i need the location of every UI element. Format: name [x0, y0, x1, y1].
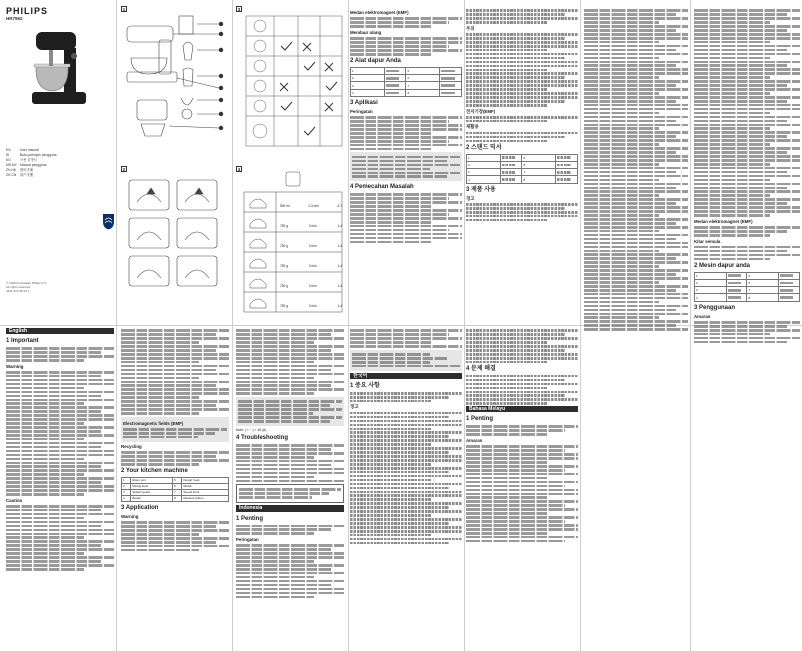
speed-time: 3 min [308, 224, 317, 228]
parts-table: 1 5 2 6 3 7 4 8 [694, 272, 800, 302]
stand-mixer-illustration [22, 28, 92, 113]
speed-qty: 750 g [280, 304, 288, 308]
speed-level: 1-4 [337, 304, 342, 308]
legend-name: 사용 설명서 [20, 158, 37, 162]
legend-name: Buku petunjuk pengguna [20, 153, 57, 157]
language-legend [6, 148, 102, 178]
speed-level: 1-4 [337, 224, 342, 228]
part-name: Splash guard [131, 489, 173, 495]
section-heading: 4 Troubleshooting [236, 435, 288, 442]
warning-heading: Warning [6, 363, 24, 369]
section-heading: 1 Important [6, 338, 39, 345]
warning-heading: 경고 [466, 195, 475, 201]
speed-time: 3 min [308, 304, 317, 308]
diagram-number: 3 [237, 7, 241, 12]
section-heading: Recycling [121, 443, 142, 449]
speed-qty: 750 g [280, 224, 288, 228]
note-box [236, 397, 344, 426]
speed-qty: 750 g [280, 284, 288, 288]
diagram-number: 2 [122, 167, 126, 172]
text-column-english-3 [236, 328, 344, 648]
section-heading: 1 Penting [466, 416, 494, 423]
language-bar: Indonesia [236, 505, 344, 511]
warning-heading: Peringatan [350, 108, 373, 114]
legend-name: 使用手冊 [20, 168, 34, 172]
section-heading: 1 Penting [236, 515, 264, 522]
section-heading: 재활용 [466, 124, 479, 130]
part-name: Motor unit [131, 477, 173, 483]
part-name: Speed knob [182, 489, 229, 495]
warning-heading: Amaran [694, 313, 711, 319]
legend-name: 用户手册 [20, 173, 34, 177]
speed-time: 1-3 min [308, 204, 319, 208]
speed-row [280, 236, 342, 256]
warranty-box [236, 484, 344, 503]
diagram-number: 1 [122, 7, 126, 12]
warning-heading: 경고 [350, 404, 359, 410]
philips-shield-icon [102, 213, 115, 230]
parts-table: 1 5 2 6 3 7 4 8 [350, 67, 462, 97]
caution-heading: Caution [6, 497, 23, 503]
speed-row [280, 256, 342, 276]
spec-box [350, 350, 462, 371]
attachment-usage-grid [236, 6, 344, 154]
legend-code: ZH-CN [6, 173, 17, 177]
speed-row [280, 196, 342, 216]
section-heading: 3 Application [121, 504, 159, 511]
text-column-korean-bottom [466, 328, 578, 648]
section-heading: 3 제품 사용 [466, 186, 496, 193]
part-name: Whisk [182, 483, 229, 489]
speed-level: 4-7 [337, 204, 342, 208]
section-heading: 3 Penggunaan [694, 304, 736, 311]
speed-qty: 750 g [280, 264, 288, 268]
diagram-panel [236, 6, 344, 154]
text-column-indonesia-bottom [350, 328, 462, 648]
language-bar: Bahasa Melayu [466, 406, 578, 412]
part-name: Dough hook [182, 477, 229, 483]
assembly-steps-drawing [121, 166, 227, 314]
section-heading: Kitar semula [694, 238, 721, 244]
section-heading: 1 중요 사항 [350, 382, 380, 389]
speed-qty: 750 g [280, 244, 288, 248]
section-heading: 전자기장(EMF) [466, 108, 496, 114]
legend-code: ZH-HK [6, 168, 17, 172]
section-heading: 4 Pemecahan Masalah [350, 184, 414, 191]
warning-heading: Peringatan [236, 536, 259, 542]
model-number: HR7962 [6, 16, 23, 21]
legend-row [6, 173, 102, 178]
parts-table: 1 Motor unit 5 Dough hook 2 Mixing bowl 6 Whisk 3 Splash guard 7 Speed knob 4 Beater 8 Release button [121, 477, 229, 502]
legend-name: User manual [20, 148, 39, 152]
exploded-parts-drawing [121, 6, 227, 154]
warning-heading: Warning [121, 513, 139, 519]
language-bar: 한국어 [350, 373, 462, 379]
diagram-number: 4 [237, 167, 241, 172]
diagram-panel [121, 166, 227, 314]
section-heading: 2 Mesin dapur anda [694, 262, 751, 269]
legend-name: Manual pengguna [20, 163, 47, 167]
section-heading: 4 문제 해결 [466, 365, 496, 372]
diagram-panel [236, 166, 344, 316]
speed-table-values [280, 196, 342, 316]
speed-qty: 500 ml [280, 204, 290, 208]
language-bar: English [6, 328, 114, 334]
philips-logo: PHILIPS [6, 6, 49, 16]
speed-row [280, 216, 342, 236]
speed-time: 3 min [308, 244, 317, 248]
text-column-malay [584, 8, 688, 648]
section-heading: 2 스탠드 믹서 [466, 144, 502, 151]
text-column-english-1 [6, 328, 114, 648]
speed-level: 1-4 [337, 264, 342, 268]
copyright-text: © 2020 Koninklijke Philips N.V. All rights reserved 4241 210 38 23 1 [6, 281, 47, 293]
section-heading: Electromagnetic fields (EMF) [123, 420, 184, 426]
text-column-english-2 [121, 328, 229, 648]
legend-code: MS-MY [6, 163, 17, 167]
section-heading: 3 Aplikasi [350, 99, 378, 106]
warning-heading: Amaran [466, 437, 483, 443]
legend-code: KO [6, 158, 11, 162]
text-column-malay-right [694, 8, 800, 648]
legend-code: EN [6, 148, 11, 152]
speed-row [280, 296, 342, 316]
parts-table: 1 5 2 6 3 7 4 8 [466, 154, 578, 184]
part-name: Mixing bowl [131, 483, 173, 489]
speed-time: 3 min [308, 284, 317, 288]
section-heading: 2 Your kitchen machine [121, 467, 188, 474]
section-heading: Medan elektromagnet (EMF) [350, 10, 409, 15]
diagram-panel [121, 6, 227, 154]
speed-level: 1-4 [337, 244, 342, 248]
part-name: Release button [182, 495, 229, 501]
section-heading: Medan elektromagnet (EMF) [694, 218, 753, 224]
emf-box [121, 417, 229, 442]
speed-row [280, 276, 342, 296]
part-name: Beater [131, 495, 173, 501]
speed-level: 1-4 [337, 284, 342, 288]
text-column-indonesia-top [350, 8, 462, 322]
note-box [350, 152, 462, 181]
speed-time: 3 min [308, 264, 317, 268]
legend-code: ID [6, 153, 10, 157]
text-column-korean-top [466, 8, 578, 322]
note-footer: Note: ( < ~ ) = ±5 (A) [236, 427, 267, 432]
section-heading: 2 Alat dapur Anda [350, 57, 401, 64]
section-heading: Mendaur ulang [350, 29, 382, 35]
section-heading: 주의 [466, 25, 475, 31]
